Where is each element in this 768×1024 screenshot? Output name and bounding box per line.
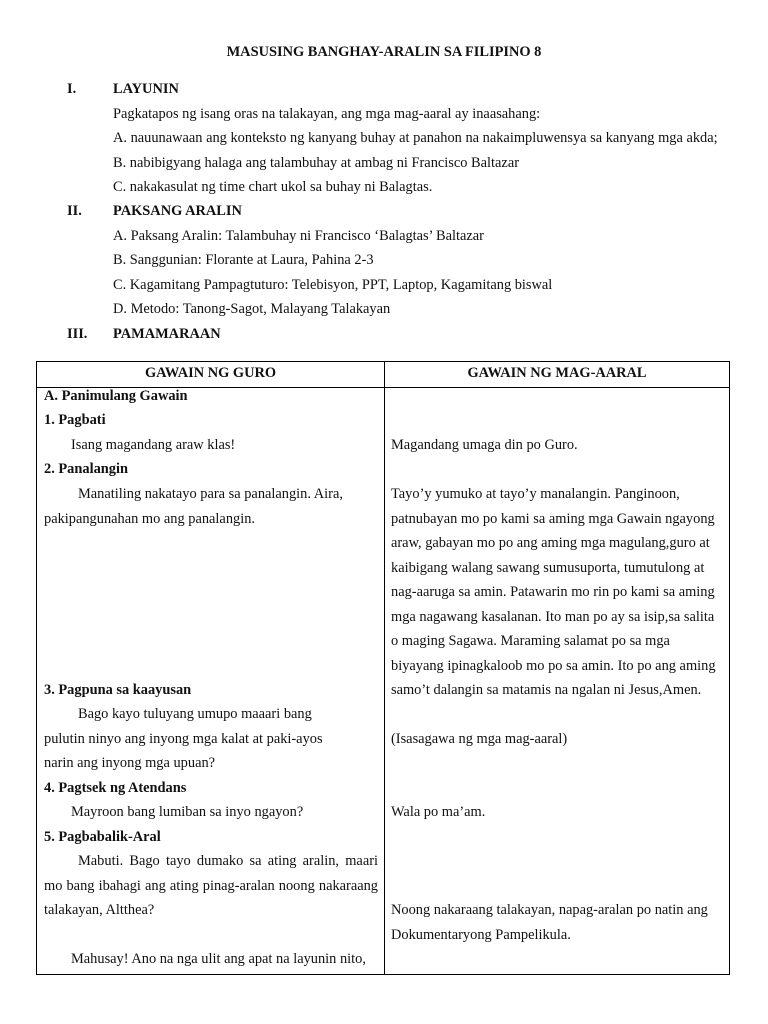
section-title-pamamaraan: PAMAMARAAN — [113, 326, 221, 342]
section-title-paksang-aralin: PAKSANG ARALIN — [113, 203, 242, 219]
balik-aral-heading: 5. Pagbabalik-Aral — [44, 829, 161, 845]
column-divider — [384, 362, 385, 974]
pagbati-heading: 1. Pagbati — [44, 412, 106, 428]
section-number-3: III. — [67, 326, 88, 342]
layunin-a: A. nauunawaan ang konteksto ng kanyang buhay at panahon na nakaimpluwensya sa kanyang mga akda; — [113, 130, 718, 146]
magaaral-pagbati: Magandang umaga din po Guro. — [391, 437, 578, 453]
paksa-d: D. Metodo: Tanong-Sagot, Malayang Talakayan — [113, 301, 391, 317]
paksa-c: C. Kagamitang Pampagtuturo: Telebisyon, PPT, Laptop, Kagamitang biswal — [113, 277, 553, 293]
section-title-layunin: LAYUNIN — [113, 81, 179, 97]
paksa-a: A. Paksang Aralin: Talambuhay ni Francisco ‘Balagtas’ Baltazar — [113, 228, 484, 244]
atendans-heading: 4. Pagtsek ng Atendans — [44, 780, 187, 796]
guro-pagbati: Isang magandang araw klas! — [71, 437, 236, 453]
magaaral-atendans: Wala po ma’am. — [391, 804, 486, 820]
section-number-2: II. — [67, 203, 82, 219]
magaaral-balik-aral: Noong nakaraang talakayan, napag-aralan po natin ang Dokumentaryong Pampelikula. — [391, 902, 708, 943]
header-guro: GAWAIN NG GURO — [144, 365, 277, 381]
document-title: MASUSING BANGHAY-ARALIN SA FILIPINO 8 — [226, 44, 542, 60]
layunin-b: B. nabibigyang halaga ang talambuhay at ambag ni Francisco Baltazar — [113, 155, 519, 171]
guro-panalangin: Manatiling nakatayo para sa panalangin. Aira, pakipangunahan mo ang panalangin. — [44, 486, 343, 527]
paksa-b: B. Sanggunian: Florante at Laura, Pahina 2-3 — [113, 252, 374, 268]
header-mag-aaral: GAWAIN NG MAG-AARAL — [467, 365, 647, 381]
layunin-c: C. nakakasulat ng time chart ukol sa buhay ni Balagtas. — [113, 179, 433, 195]
guro-atendans: Mayroon bang lumiban sa inyo ngayon? — [71, 804, 304, 820]
layunin-intro: Pagkatapos ng isang oras na talakayan, ang mga mag-aaral ay inaasahang: — [113, 106, 541, 122]
panalangin-heading: 2. Panalangin — [44, 461, 128, 477]
magaaral-kaayusan: (Isasagawa ng mga mag-aaral) — [391, 731, 568, 747]
pamamaraan-table — [36, 361, 730, 975]
guro-mahusay: Mahusay! Ano na nga ulit ang apat na layunin nito, — [71, 951, 366, 967]
section-number-1: I. — [67, 81, 77, 97]
guro-kaayusan: Bago kayo tuluyang umupo maaari bang pulutin ninyo ang inyong mga kalat at paki-ayos narin ang inyong mga upuan? — [44, 706, 323, 771]
guro-balik-aral: Mabuti. Bago tayo dumako sa ating aralin, maari mo bang ibahagi ang ating pinag-aralan noong nakaraang talakayan, Altthea? — [44, 853, 378, 918]
panimulang-gawain-heading: A. Panimulang Gawain — [44, 388, 188, 404]
kaayusan-heading: 3. Pagpuna sa kaayusan — [44, 682, 192, 698]
magaaral-panalangin: Tayo’y yumuko at tayo’y manalangin. Panginoon, patnubayan mo po kami sa aming mga Gawain ngayong araw, gabayan mo po ang aming mga magulang,guro at kaibigang walang sawang sumusuporta, tumutulong at nag-aaruga sa amin. Patawarin mo rin po kami sa aming mga nagawang kasalanan. Ito man po ay sa isip,sa salita o maging Sagawa. Maraming salamat po sa mga biyayang ipinagkaloob mo po sa amin. Ito po ang aming samo’t dalangin sa matamis na ngalan ni Jesus,Amen. — [391, 486, 716, 698]
